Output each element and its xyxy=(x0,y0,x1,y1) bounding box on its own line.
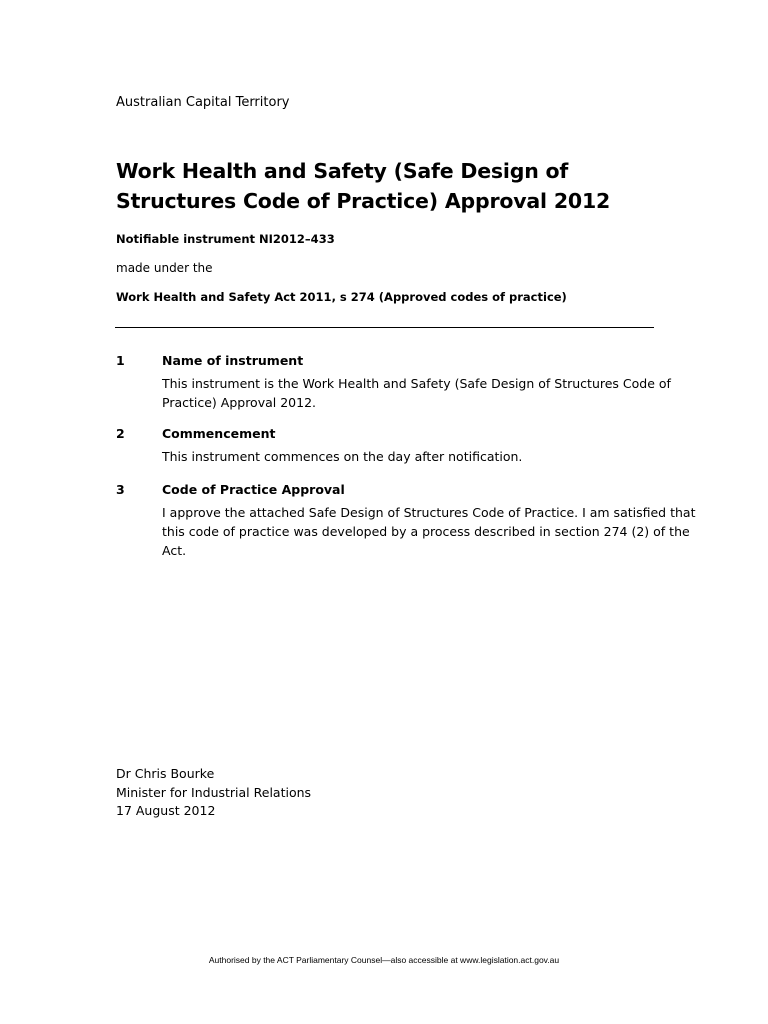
section-heading: Name of instrument xyxy=(162,353,304,368)
document-title-line-1: Work Health and Safety (Safe Design of xyxy=(116,159,569,183)
section-number: 3 xyxy=(116,482,125,497)
act-reference: Work Health and Safety Act 2011, s 274 (Approved codes of practice) xyxy=(116,290,567,304)
document-title-line-2: Structures Code of Practice) Approval 2012 xyxy=(116,189,611,213)
section-body xyxy=(162,503,707,560)
section-body-line: Practice) Approval 2012. xyxy=(162,395,316,410)
signatory-role: Minister for Industrial Relations xyxy=(116,784,312,800)
section-heading: Code of Practice Approval xyxy=(162,482,345,497)
section-heading: Commencement xyxy=(162,426,276,441)
signature-date: 17 August 2012 xyxy=(116,803,216,818)
document-title xyxy=(116,156,676,216)
instrument-number: Notifiable instrument NI2012–433 xyxy=(116,232,335,246)
section-number: 1 xyxy=(116,353,125,368)
signature-block xyxy=(116,765,311,821)
jurisdiction-label: Australian Capital Territory xyxy=(116,95,290,110)
section-body-line: This instrument commences on the day after notification. xyxy=(162,449,523,464)
section-body xyxy=(162,374,707,412)
page-footer: Authorised by the ACT Parliamentary Counsel—also accessible at www.legislation.act.gov.au xyxy=(208,955,560,965)
section-body-line: Act. xyxy=(162,543,187,558)
section-number: 2 xyxy=(116,426,125,441)
section-body xyxy=(162,447,707,466)
section-body-line: I approve the attached Safe Design of Structures Code of Practice. I am satisfied that xyxy=(162,505,696,520)
signatory-name: Dr Chris Bourke xyxy=(116,766,215,781)
horizontal-divider xyxy=(115,327,654,328)
section-body-line: This instrument is the Work Health and Safety (Safe Design of Structures Code of xyxy=(162,376,671,391)
made-under-label: made under the xyxy=(116,261,213,275)
section-body-line: this code of practice was developed by a process described in section 274 (2) of the xyxy=(162,524,690,539)
